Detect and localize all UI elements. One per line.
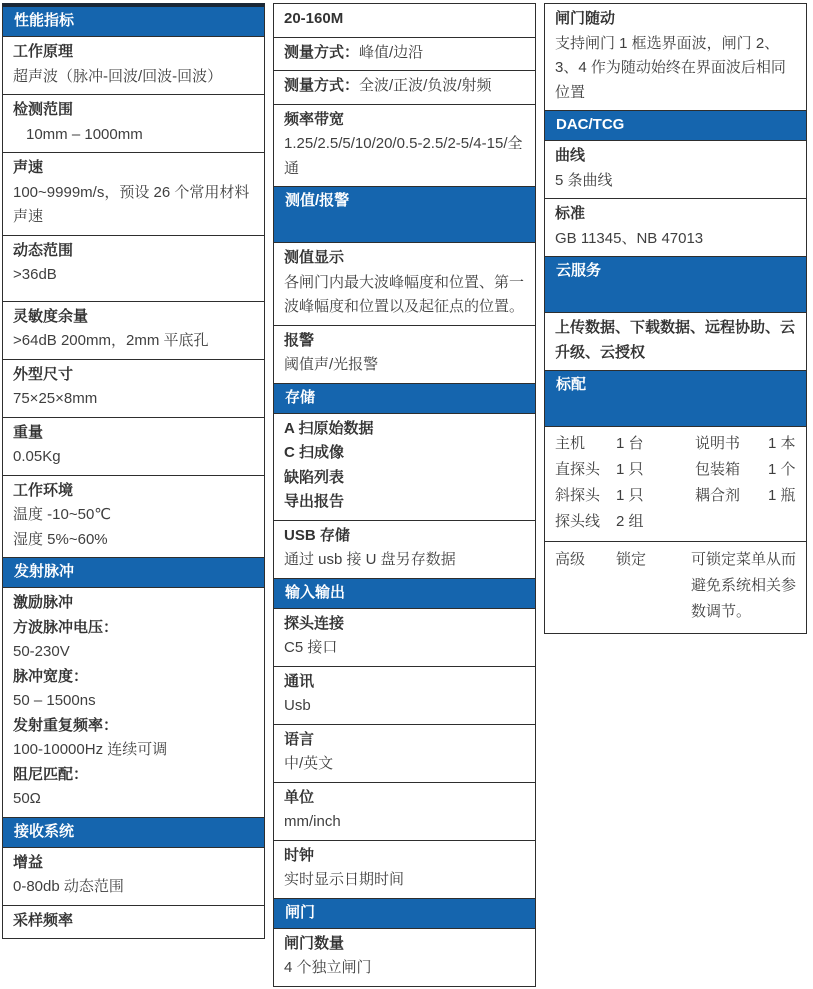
spec-column-3: [544, 3, 807, 634]
spec-label: [284, 441, 525, 466]
section-header-performance-indicators: 性能指标: [3, 7, 264, 36]
section-header-input-output: 输入输出: [274, 578, 535, 608]
spec-value: [284, 868, 525, 893]
spec-cell-probe-connection: [274, 608, 535, 666]
config-table-cell: 探头线: [555, 513, 601, 530]
spec-label: [13, 665, 254, 690]
spec-value-text: 10mm – 1000mm: [26, 125, 143, 143]
spec-value: [284, 548, 525, 573]
spec-value: [284, 41, 525, 66]
spec-value: [13, 123, 254, 148]
spec-value: [13, 503, 254, 528]
spec-label-text: 脉冲宽度：: [13, 667, 89, 685]
spec-label-text: 声速: [13, 159, 44, 176]
spec-label-text: 激励脉冲: [13, 594, 74, 611]
config-table-cell: 1 只: [616, 487, 644, 504]
spec-label-text: 探头连接: [284, 614, 345, 632]
advanced-lock-cell: 可锁定菜单从而避免系统相关参数调节。: [691, 551, 797, 620]
spec-cell-standard: [545, 198, 806, 256]
spec-value: [555, 169, 796, 194]
spec-value: [13, 387, 254, 412]
spec-value-text: >36dB: [13, 266, 57, 283]
spec-cell-measured-value-display: [274, 242, 535, 325]
spec-value: [13, 263, 254, 288]
spec-value-text: Usb: [284, 697, 311, 714]
spec-value-text: 支持闸门 1 框选界面波，闸门 2、3、4 作为随动始终在界面波后相同位置: [555, 34, 786, 101]
config-table-cell: 1 个: [768, 461, 796, 478]
spec-label-text: 测量方式：: [284, 43, 360, 61]
spec-cell-gate-tracking: [545, 4, 806, 110]
spec-value-text: 50 – 1500ns: [13, 692, 96, 709]
section-header-transmit-pulse: 发射脉冲: [3, 557, 264, 587]
spec-label-text: 采样频率: [13, 911, 74, 929]
spec-cell-sensitivity-margin: [3, 301, 264, 359]
spec-value: [555, 227, 796, 252]
spec-label-text: 缺陷列表: [284, 468, 345, 486]
spec-value-text: 0.05Kg: [13, 448, 61, 465]
spec-cell-sound-velocity: [3, 152, 264, 235]
spec-cell-alarm: [274, 325, 535, 383]
spec-value-text: 50-230V: [13, 643, 70, 660]
spec-value: [284, 636, 525, 661]
spec-value: [13, 787, 254, 812]
spec-label: [284, 246, 525, 271]
spec-value: [13, 181, 254, 230]
spec-value: [13, 640, 254, 665]
spec-cell-sampling-rate-value: [274, 4, 535, 37]
spec-value-text: 各闸门内最大波峰幅度和位置、第一波峰幅度和位置以及起征点的位置。: [284, 273, 525, 315]
spec-cell-sampling-rate: [3, 905, 264, 939]
config-table-cell: 1 只: [616, 461, 644, 478]
spec-cell-measure-mode-peak: [274, 37, 535, 71]
config-table-cell: 斜探头: [555, 487, 601, 504]
spec-label: [555, 316, 796, 365]
spec-cell-measure-mode-wave: [274, 70, 535, 104]
section-header-storage: 存储: [274, 383, 535, 413]
spec-label-text: 发射重复频率：: [13, 716, 119, 734]
spec-cell-detection-range: [3, 94, 264, 152]
section-header-cloud-service: 云服务: [545, 256, 806, 312]
spec-label-text: 检测范围: [13, 101, 74, 118]
spec-label: [13, 40, 254, 65]
config-table-cell: 2 组: [616, 513, 644, 530]
section-header-receiver-system: 接收系统: [3, 817, 264, 847]
spec-value: [284, 353, 525, 378]
spec-value-text: GB 11345、NB 47013: [555, 229, 704, 247]
spec-value-text: 100~9999m/s，预设 26 个常用材料声速: [13, 183, 250, 225]
spec-value: [13, 528, 254, 553]
spec-value-text: 湿度 5%~60%: [13, 530, 108, 548]
spec-label-text: 时钟: [284, 846, 315, 864]
spec-label-text: 测值显示: [284, 249, 345, 266]
spec-cell-curve: [545, 140, 806, 198]
spec-label: [555, 202, 796, 227]
spec-label: [284, 490, 525, 515]
spec-cell-clock: [274, 840, 535, 898]
spec-label-text: 单位: [284, 788, 315, 806]
spec-label-text: 重量: [13, 423, 44, 441]
spec-label: [13, 616, 254, 641]
spec-label: [13, 851, 254, 876]
spec-label: [13, 239, 254, 264]
spec-label: [13, 591, 254, 616]
config-table-cell: 主机: [555, 435, 586, 452]
config-table-cell: 说明书: [695, 435, 741, 452]
spec-value-text: mm/inch: [284, 813, 341, 830]
section-header-dac-tcg: DAC/TCG: [545, 110, 806, 140]
spec-value-text: >64dB 200mm，2mm 平底孔: [13, 332, 209, 349]
spec-value-text: 50Ω: [13, 790, 41, 807]
spec-label-text: 闸门数量: [284, 934, 345, 952]
spec-cell-gate-count: [274, 928, 535, 986]
spec-label-text: 增益: [13, 853, 44, 871]
config-table-cell: [695, 509, 768, 535]
spec-value-text: 峰值/边沿: [359, 43, 424, 61]
spec-label: [555, 7, 796, 32]
spec-cell-cloud-features: [545, 312, 806, 370]
spec-value: [284, 752, 525, 777]
spec-value: [284, 694, 525, 719]
spec-value: [555, 32, 796, 106]
spec-label: [13, 714, 254, 739]
spec-cell-operating-environment: [3, 475, 264, 558]
spec-label: [13, 156, 254, 181]
spec-cell-working-principle: [3, 36, 264, 94]
spec-value-text: 1.25/2.5/5/10/20/0.5-2.5/2-5/4-15/全通: [284, 135, 523, 177]
config-table-cell: 直探头: [555, 461, 601, 478]
spec-value-text: 中/英文: [284, 755, 334, 772]
spec-label-text: 动态范围: [13, 241, 74, 259]
spec-label-text: 工作环境: [13, 481, 74, 499]
spec-label-text: 方波脉冲电压：: [13, 618, 119, 636]
standard-config-table: [545, 426, 806, 541]
spec-value-text: 阈值声/光报警: [284, 356, 379, 373]
advanced-lock-cell: 高级: [555, 551, 586, 568]
spec-label-text: 工作原理: [13, 43, 74, 60]
spec-label: [13, 421, 254, 446]
spec-cell-gain: [3, 847, 264, 905]
spec-cell-storage-items: [274, 413, 535, 520]
spec-value-text: 超声波（脉冲-回波/回波-回波）: [13, 67, 223, 85]
spec-value: [13, 689, 254, 714]
spec-label-text: 报警: [284, 331, 315, 349]
spec-label-text: 通讯: [284, 672, 315, 690]
spec-value-text: 4 个独立闸门: [284, 959, 372, 976]
spec-label: [284, 786, 525, 811]
spec-value: [284, 956, 525, 981]
advanced-lock-cell: 锁定: [616, 551, 647, 568]
spec-label-text: 语言: [284, 730, 315, 748]
spec-label: [284, 844, 525, 869]
spec-value: [13, 875, 254, 900]
spec-value: [13, 329, 254, 354]
config-table-cell: 耦合剂: [695, 487, 741, 504]
spec-label-text: C 扫成像: [284, 444, 345, 461]
spec-label-text: 闸门随动: [555, 10, 616, 27]
spec-label-text: 标准: [555, 205, 586, 222]
spec-value-text: 实时显示日期时间: [284, 871, 405, 888]
spec-label-text: 阻尼匹配：: [13, 765, 89, 783]
spec-label: [555, 144, 796, 169]
spec-label-text: 导出报告: [284, 493, 345, 510]
spec-cell-weight: [3, 417, 264, 475]
spec-label: [284, 108, 525, 133]
spec-label: [284, 7, 525, 32]
config-table-cell: 包装箱: [695, 461, 741, 478]
spec-value: [13, 445, 254, 470]
spec-label: [13, 305, 254, 330]
spec-label: [13, 363, 254, 388]
spec-value: [13, 738, 254, 763]
spec-label: [284, 612, 525, 637]
section-header-measurement-alarm: 测值/报警: [274, 186, 535, 242]
advanced-lock: [545, 541, 806, 633]
section-header-gate: 闸门: [274, 898, 535, 928]
spec-cell-dimensions: [3, 359, 264, 417]
config-table-cell: 1 台: [616, 435, 644, 452]
spec-label: [13, 479, 254, 504]
spec-label: [13, 98, 254, 123]
spec-label: [284, 728, 525, 753]
spec-label-text: A 扫原始数据: [284, 419, 374, 437]
spec-column-1: [2, 3, 265, 939]
spec-value-text: 通过 usb 接 U 盘另存数据: [284, 551, 456, 568]
spec-value-text: 75×25×8mm: [13, 390, 98, 407]
spec-label: [284, 329, 525, 354]
spec-cell-usb-storage: [274, 520, 535, 578]
spec-label: [284, 524, 525, 549]
spec-label-text: 上传数据、下载数据、远程协助、云升级、云授权: [555, 319, 796, 361]
spec-label-text: USB 存储: [284, 526, 350, 544]
section-header-standard-config: 标配: [545, 370, 806, 426]
spec-cell-excitation-pulse: [3, 587, 264, 817]
spec-cell-unit: [274, 782, 535, 840]
spec-label: [13, 909, 254, 934]
spec-column-2: [273, 3, 536, 987]
spec-value: [284, 271, 525, 320]
spec-label: [284, 932, 525, 957]
spec-value: [284, 132, 525, 181]
spec-label-text: 曲线: [555, 147, 586, 164]
spec-label: [13, 763, 254, 788]
spec-cell-dynamic-range: [3, 235, 264, 301]
config-table-cell: [768, 509, 796, 535]
spec-label: [284, 417, 525, 442]
spec-label: [284, 670, 525, 695]
spec-label-text: 20-160M: [284, 10, 344, 27]
spec-value: [13, 65, 254, 90]
spec-cell-language: [274, 724, 535, 782]
config-table-cell: 1 本: [768, 435, 796, 452]
spec-label-text: 灵敏度余量: [13, 307, 89, 325]
spec-value-text: 温度 -10~50℃: [13, 506, 112, 523]
spec-label-text: 外型尺寸: [13, 365, 74, 383]
spec-value-text: 0-80db 动态范围: [13, 878, 124, 895]
spec-value: [284, 810, 525, 835]
spec-label-text: 测量方式：: [284, 77, 360, 94]
spec-value-text: 100-10000Hz 连续可调: [13, 741, 168, 758]
spec-label-text: 频率带宽: [284, 110, 345, 128]
spec-cell-communication: [274, 666, 535, 724]
spec-label: [284, 466, 525, 491]
spec-cell-frequency-bandwidth: [274, 104, 535, 187]
spec-value-text: C5 接口: [284, 639, 338, 656]
spec-value: [284, 74, 525, 99]
config-table-cell: 1 瓶: [768, 487, 796, 504]
spec-value-text: 全波/正波/负波/射频: [359, 77, 492, 94]
spec-value-text: 5 条曲线: [555, 171, 613, 189]
